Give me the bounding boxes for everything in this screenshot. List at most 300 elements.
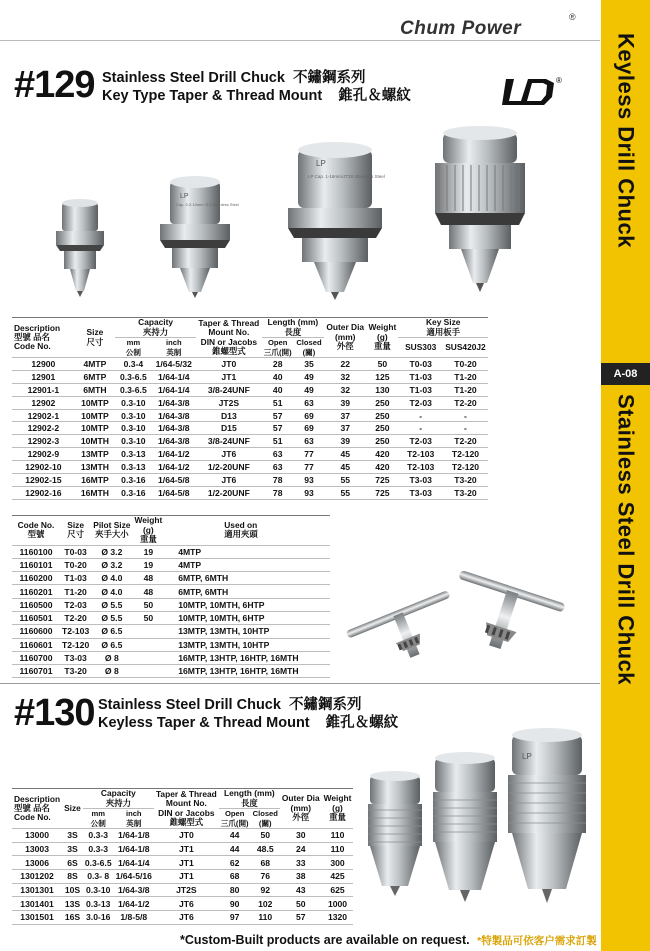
table-cell: 55	[324, 474, 366, 487]
table-cell: 45	[324, 461, 366, 474]
section-130-subtitle-cn: 錐孔＆螺紋	[325, 715, 399, 731]
table-cell: 0.3-13	[115, 461, 151, 474]
table-cell: 0.3-10	[115, 409, 151, 422]
keyless-chuck-engraving: LP	[522, 752, 532, 761]
header-divider	[0, 40, 600, 41]
t3-col-weight: Weight (g) 重量	[322, 789, 354, 829]
table-cell: 51	[262, 435, 294, 448]
table-cell: JT0	[154, 829, 219, 843]
brand-name: Chum Power	[400, 18, 522, 39]
table-cell: 4MTP	[164, 558, 330, 571]
footer-note-cn: *特製品可依客户需求訂製	[477, 935, 597, 947]
table-cell: T2-20	[443, 435, 488, 448]
table-cell: 13006	[12, 856, 62, 870]
table-cell: T1-20	[443, 383, 488, 396]
table-cell: 16MTP	[75, 474, 115, 487]
table-cell: D13	[196, 409, 262, 422]
table-cell: 1/64-1/2	[114, 897, 154, 911]
table-cell: 6MTP, 6MTH	[164, 585, 330, 598]
table-cell: 1/64-3/8	[152, 409, 197, 422]
table-cell: 50	[280, 897, 322, 911]
table-cell: 1/64-1/2	[152, 448, 197, 461]
table-cell: 1160100	[12, 545, 60, 558]
table-cell: 32	[324, 370, 366, 383]
table-cell: 1160200	[12, 572, 60, 585]
table-cell	[132, 665, 164, 678]
table-cell: 12902-2	[12, 422, 75, 435]
table-cell: 1/64-3/8	[152, 422, 197, 435]
table-cell: 80	[219, 883, 251, 897]
table-cell: 1301301	[12, 883, 62, 897]
table-cell: 6S	[62, 856, 83, 870]
table-cell: Ø 4.0	[91, 585, 132, 598]
table-row	[12, 911, 353, 925]
table-cell: 13MTP	[75, 448, 115, 461]
col-outer-dia: Outer Dia (mm) 外徑	[324, 318, 366, 358]
table-cell: T3-03	[398, 474, 443, 487]
section-129-title-en: Stainless Steel Drill Chuck	[102, 70, 285, 86]
page-tag: A-08	[601, 363, 650, 385]
table-cell: 78	[262, 486, 294, 499]
table-cell: 0.3-10	[115, 435, 151, 448]
table-cell: 4MTP	[75, 358, 115, 371]
table-cell: 12901	[12, 370, 75, 383]
table-cell: 13000	[12, 829, 62, 843]
table-cell: 420	[366, 448, 398, 461]
table-row	[12, 651, 330, 664]
table-cell	[132, 651, 164, 664]
table-row	[12, 829, 353, 843]
sidebar-title-stainless: Stainless Steel Drill Chuck	[613, 394, 639, 686]
table-cell: T1-03	[398, 370, 443, 383]
table-cell: 97	[219, 911, 251, 925]
spec-table-130	[12, 788, 353, 925]
section-129-subtitle-en: Key Type Taper & Thread Mount	[102, 88, 323, 104]
table-cell: -	[443, 422, 488, 435]
table-cell: 250	[366, 396, 398, 409]
table-cell: D15	[196, 422, 262, 435]
table-cell: T0-20	[443, 358, 488, 371]
keyless-chuck-large	[500, 725, 595, 925]
table-cell: 1/64-5/16	[115, 871, 152, 882]
t3-col-capacity: Capacity 夾持力	[83, 789, 154, 809]
table-cell: 69	[294, 422, 324, 435]
t3-col-open: Open 三爪(開)	[220, 809, 249, 828]
table-cell: T3-20	[443, 474, 488, 487]
table-cell: 1/64-3/8	[152, 396, 197, 409]
table-cell: 19	[132, 558, 164, 571]
table-cell: T1-03	[60, 572, 91, 585]
table-cell: 1160501	[12, 611, 60, 624]
table-cell: JT6	[154, 911, 219, 925]
table-cell: T3-20	[60, 665, 91, 678]
table-cell: 1/2-20UNF	[196, 486, 262, 499]
table-cell: 13MTP, 13MTH, 10HTP	[164, 625, 330, 638]
table-cell: 49	[294, 370, 324, 383]
table-cell: 0.3-3	[83, 829, 114, 843]
table-cell: Ø 6.5	[91, 638, 132, 651]
table-row	[12, 625, 330, 638]
table-cell: 50	[132, 611, 164, 624]
chuck-engraving-lp: LP	[316, 159, 326, 168]
section-130-subtitle	[98, 711, 398, 732]
table-row	[12, 870, 353, 884]
table-cell: 28	[262, 358, 294, 371]
table-cell: Ø 4.0	[91, 572, 132, 585]
table-cell: 0.3-6.5	[115, 370, 151, 383]
table-row	[12, 856, 353, 870]
table-cell: 1320	[322, 911, 354, 925]
table-cell: 16S	[62, 911, 83, 925]
table-cell: 725	[366, 474, 398, 487]
table-cell: 1/64-1/8	[114, 829, 154, 843]
t3-col-inch: inch 英制	[114, 809, 154, 829]
table-cell: JT1	[154, 842, 219, 856]
table-cell: 1/2-20UNF	[196, 461, 262, 474]
section-129-subtitle	[102, 84, 411, 105]
table-cell: 12902-10	[12, 461, 75, 474]
table-cell: T2-03	[60, 598, 91, 611]
spec-table-129	[12, 317, 488, 500]
table-cell: 300	[322, 856, 354, 870]
t3-col-mm: mm 公制	[83, 809, 114, 829]
key-col-code: Code No. 型號	[12, 516, 60, 546]
table-cell: 0.3-6.5	[84, 857, 112, 868]
table-cell: T3-03	[60, 651, 91, 664]
t3-col-taper: Taper & Thread Mount No. DIN or Jacobs 錐螺型式	[155, 788, 217, 827]
col-mm: mm 公制	[115, 338, 151, 358]
table-cell: 90	[219, 897, 251, 911]
table-row	[12, 638, 330, 651]
table-cell: T0-03	[398, 358, 443, 371]
table-cell: 51	[262, 396, 294, 409]
table-cell: JT6	[196, 448, 262, 461]
chuck-image-large	[280, 138, 390, 303]
table-cell: -	[443, 409, 488, 422]
table-row	[12, 665, 330, 678]
table-cell: 1160600	[12, 625, 60, 638]
table-row	[12, 558, 330, 571]
table-cell: 55	[324, 486, 366, 499]
table-cell: 13S	[62, 897, 83, 911]
table-cell: T2-103	[398, 448, 443, 461]
table-cell: 0.3-16	[115, 486, 151, 499]
table-cell: 1/64-1/2	[152, 461, 197, 474]
table-cell: JT6	[196, 474, 262, 487]
table-cell: 16MTH	[75, 486, 115, 499]
table-cell: -	[398, 409, 443, 422]
table-cell: JT0	[196, 358, 262, 371]
table-cell: 38	[280, 870, 322, 884]
table-cell: 3/8-24UNF	[196, 383, 262, 396]
key-col-size: Size 尺寸	[60, 516, 91, 546]
table-cell: 10MTP	[75, 396, 115, 409]
table-cell: 92	[251, 883, 280, 897]
table-cell: 1000	[322, 897, 354, 911]
t3-col-description: Description 型號 品名 Code No.	[12, 789, 62, 829]
table-row	[12, 545, 330, 558]
table-cell: 1160700	[12, 651, 60, 664]
table-cell: 6MTH	[75, 383, 115, 396]
table-cell: 44	[219, 842, 251, 856]
table-cell: 12902-3	[12, 435, 75, 448]
keyless-chuck-small	[360, 770, 430, 920]
table-cell: JT6	[154, 897, 219, 911]
table-cell: 69	[294, 409, 324, 422]
table-cell: 12902-9	[12, 448, 75, 461]
table-cell: 10MTP	[75, 409, 115, 422]
table-cell: 1301501	[12, 911, 62, 925]
table-cell: 1/64-1/4	[152, 370, 197, 383]
table-cell: 13MTH	[75, 461, 115, 474]
table-cell: 13MTP, 13MTH, 10HTP	[164, 638, 330, 651]
section-129-number: #129	[14, 64, 95, 106]
col-description: Description 型號 品名 Code No.	[12, 318, 75, 358]
chuck-engraving-brand: LP	[180, 193, 189, 200]
table-cell: 1/64-5/8	[152, 486, 197, 499]
key-col-pilot: Pilot Size 夾手大小	[91, 516, 132, 546]
table-cell: 48	[132, 585, 164, 598]
table-cell: JT2S	[154, 883, 219, 897]
table-cell: 1/64-1/4	[152, 383, 197, 396]
table-row	[12, 585, 330, 598]
table-cell: Ø 5.5	[91, 598, 132, 611]
table-cell: 0.3-13	[83, 897, 114, 911]
table-row	[12, 572, 330, 585]
table-cell: 40	[262, 383, 294, 396]
t3-col-length: Length (mm) 長度	[219, 789, 280, 809]
table-cell: 12902-1	[12, 409, 75, 422]
table-cell: JT1	[196, 370, 262, 383]
table-cell: 37	[324, 409, 366, 422]
col-closed: Closed (關)	[294, 338, 324, 358]
table-cell: 725	[366, 486, 398, 499]
table-cell: 1160601	[12, 638, 60, 651]
table-cell: 13003	[12, 842, 62, 856]
section-130-title-en: Stainless Steel Drill Chuck	[98, 697, 281, 713]
table-cell: 63	[294, 435, 324, 448]
table-cell: T2-20	[60, 611, 91, 624]
chuck-image-medium	[150, 170, 240, 300]
table-row	[12, 598, 330, 611]
table-cell: 625	[322, 883, 354, 897]
table-cell: 16MTP, 13HTP, 16HTP, 16MTH	[164, 651, 330, 664]
table-cell: 68	[219, 870, 251, 884]
col-key-size: Key Size 適用板手	[398, 318, 488, 338]
table-cell: 0.3-3	[83, 842, 114, 856]
table-cell: T3-03	[398, 486, 443, 499]
table-cell: 63	[262, 461, 294, 474]
table-cell: 1160101	[12, 558, 60, 571]
table-cell: 4MTP	[164, 545, 330, 558]
table-cell: 110	[322, 842, 354, 856]
table-cell: 1301401	[12, 897, 62, 911]
table-cell: 6MTP, 6MTH	[164, 572, 330, 585]
table-cell: 76	[251, 870, 280, 884]
table-cell: 12902	[12, 396, 75, 409]
table-cell: T2-03	[398, 396, 443, 409]
table-cell: 63	[294, 396, 324, 409]
table-cell: Ø 6.5	[91, 625, 132, 638]
table-cell: T2-120	[62, 639, 90, 650]
table-cell: 10S	[62, 883, 83, 897]
table-cell: 0.3- 8	[83, 870, 114, 884]
category-sidebar	[601, 0, 650, 951]
chuck-image-small	[40, 195, 120, 300]
table-cell: T2-103	[62, 626, 90, 637]
table-cell: 8S	[62, 870, 83, 884]
table-cell: 40	[262, 370, 294, 383]
table-cell: 0.3-4	[115, 358, 151, 371]
table-cell: 16MTP, 13HTP, 16HTP, 16MTH	[164, 665, 330, 678]
table-cell: Ø 8	[91, 665, 132, 678]
table-row	[12, 486, 488, 499]
table-cell: 250	[366, 409, 398, 422]
col-inch: inch 英制	[152, 338, 197, 358]
table-cell: 33	[280, 856, 322, 870]
table-cell: T0-20	[60, 558, 91, 571]
table-cell: 3S	[62, 842, 83, 856]
table-cell: 1160500	[12, 598, 60, 611]
table-cell: 12902-15	[12, 474, 75, 487]
table-cell: 110	[322, 829, 354, 843]
table-cell: 0.3-13	[115, 448, 151, 461]
chuck-keys-image	[335, 568, 575, 678]
col-length: Length (mm) 長度	[262, 318, 325, 338]
table-cell: JT2S	[196, 396, 262, 409]
table-cell: 3/8-24UNF	[196, 435, 262, 448]
table-row	[12, 883, 353, 897]
table-row	[12, 842, 353, 856]
table-row	[12, 370, 488, 383]
table-cell: 0.3-6.5	[115, 383, 151, 396]
table-cell: 68	[251, 856, 280, 870]
table-row	[12, 422, 488, 435]
table-cell: 12900	[12, 358, 75, 371]
footer-note-en: *Custom-Built products are available on request.	[180, 933, 470, 947]
table-cell: 93	[294, 486, 324, 499]
table-cell: T2-120	[443, 448, 488, 461]
table-cell: 50	[251, 829, 280, 843]
table-cell: 35	[294, 358, 324, 371]
key-table	[12, 515, 330, 678]
col-size: Size 尺寸	[75, 318, 115, 358]
table-cell: 57	[280, 911, 322, 925]
table-row	[12, 396, 488, 409]
table-cell: T1-20	[443, 370, 488, 383]
table-cell: 48	[132, 572, 164, 585]
table-cell: 1301202	[12, 870, 62, 884]
sidebar-title-keyless: Keyless Drill Chuck	[613, 32, 639, 248]
table-cell: 1/64-3/8	[152, 435, 197, 448]
table-cell: 1/64-5/32	[152, 358, 197, 371]
table-cell: T0-03	[60, 545, 91, 558]
table-cell: T3-20	[443, 486, 488, 499]
key-col-used-on: Used on 適用夾頭	[164, 516, 330, 546]
table-cell: Ø 3.2	[91, 545, 132, 558]
table-cell: 250	[366, 435, 398, 448]
table-row	[12, 611, 330, 624]
table-cell: T2-20	[443, 396, 488, 409]
table-cell: 43	[280, 883, 322, 897]
table-cell: 77	[294, 448, 324, 461]
table-cell: Ø 5.5	[91, 611, 132, 624]
section-130-number: #130	[14, 692, 95, 734]
table-cell: 10MTP, 10MTH, 6HTP	[164, 611, 330, 624]
table-cell: 1/64-3/8	[114, 883, 154, 897]
col-taper: Taper & Thread Mount No. DIN or Jacobs 錐螺型式	[196, 318, 262, 358]
section-130-title-cn: 不鏽鋼系列	[288, 697, 362, 713]
table-row	[12, 358, 488, 371]
table-cell: 50	[366, 358, 398, 371]
table-cell: 78	[262, 474, 294, 487]
table-cell: 12902-16	[12, 486, 75, 499]
table-cell: 37	[324, 422, 366, 435]
table-row	[12, 448, 488, 461]
table-cell: T1-03	[398, 383, 443, 396]
table-row	[12, 383, 488, 396]
table-cell: 10MTH	[75, 435, 115, 448]
table-cell: 0.3-16	[115, 474, 151, 487]
key-col-weight: Weight (g) 重量	[134, 515, 163, 544]
table-cell: 1/64-1/8	[114, 842, 154, 856]
col-sus303: SUS303	[398, 338, 443, 358]
table-cell: 250	[366, 422, 398, 435]
col-sus420: SUS420J2	[443, 338, 488, 358]
table-row	[12, 897, 353, 911]
table-cell: 1/8-5/8	[114, 911, 154, 925]
col-weight: Weight (g) 重量	[366, 318, 398, 358]
table-row	[12, 435, 488, 448]
table-cell: JT1	[154, 856, 219, 870]
table-cell: 102	[251, 897, 280, 911]
table-cell: 77	[294, 461, 324, 474]
table-row	[12, 474, 488, 487]
section-130-subtitle-en: Keyless Taper & Thread Mount	[98, 715, 310, 731]
table-cell: T2-03	[398, 435, 443, 448]
table-cell: 49	[294, 383, 324, 396]
table-cell: 0.3-10	[115, 396, 151, 409]
table-cell: 3S	[62, 829, 83, 843]
table-cell: 110	[251, 911, 280, 925]
t3-col-outer-dia: Outer Dia (mm) 外徑	[280, 789, 322, 829]
table-cell: T2-103	[398, 461, 443, 474]
chuck-image-keyed-large	[425, 125, 535, 305]
table-cell: 62	[219, 856, 251, 870]
table-cell: 30	[280, 829, 322, 843]
table-cell: 93	[294, 474, 324, 487]
table-cell: 425	[322, 870, 354, 884]
col-capacity: Capacity 夾持力	[115, 318, 196, 338]
table-cell: 3.0-16	[83, 911, 114, 925]
table-cell: 57	[262, 422, 294, 435]
table-cell: 10MTP, 10MTH, 6HTP	[164, 598, 330, 611]
table-cell: 420	[366, 461, 398, 474]
table-cell: 0.3-10	[83, 883, 114, 897]
table-cell: 22	[324, 358, 366, 371]
table-cell: 19	[132, 545, 164, 558]
lp-brand-logo	[500, 73, 570, 107]
table-cell: 6MTP	[75, 370, 115, 383]
table-cell: 24	[280, 842, 322, 856]
table-row	[12, 461, 488, 474]
table-cell: 0.3-10	[115, 422, 151, 435]
keyless-chuck-medium	[425, 750, 505, 920]
table-cell: 10MTP	[75, 422, 115, 435]
table-cell: 1/64-5/8	[152, 474, 197, 487]
brand-registered-mark: ®	[569, 12, 576, 22]
section-129-subtitle-cn: 錐孔＆螺紋	[338, 88, 411, 104]
